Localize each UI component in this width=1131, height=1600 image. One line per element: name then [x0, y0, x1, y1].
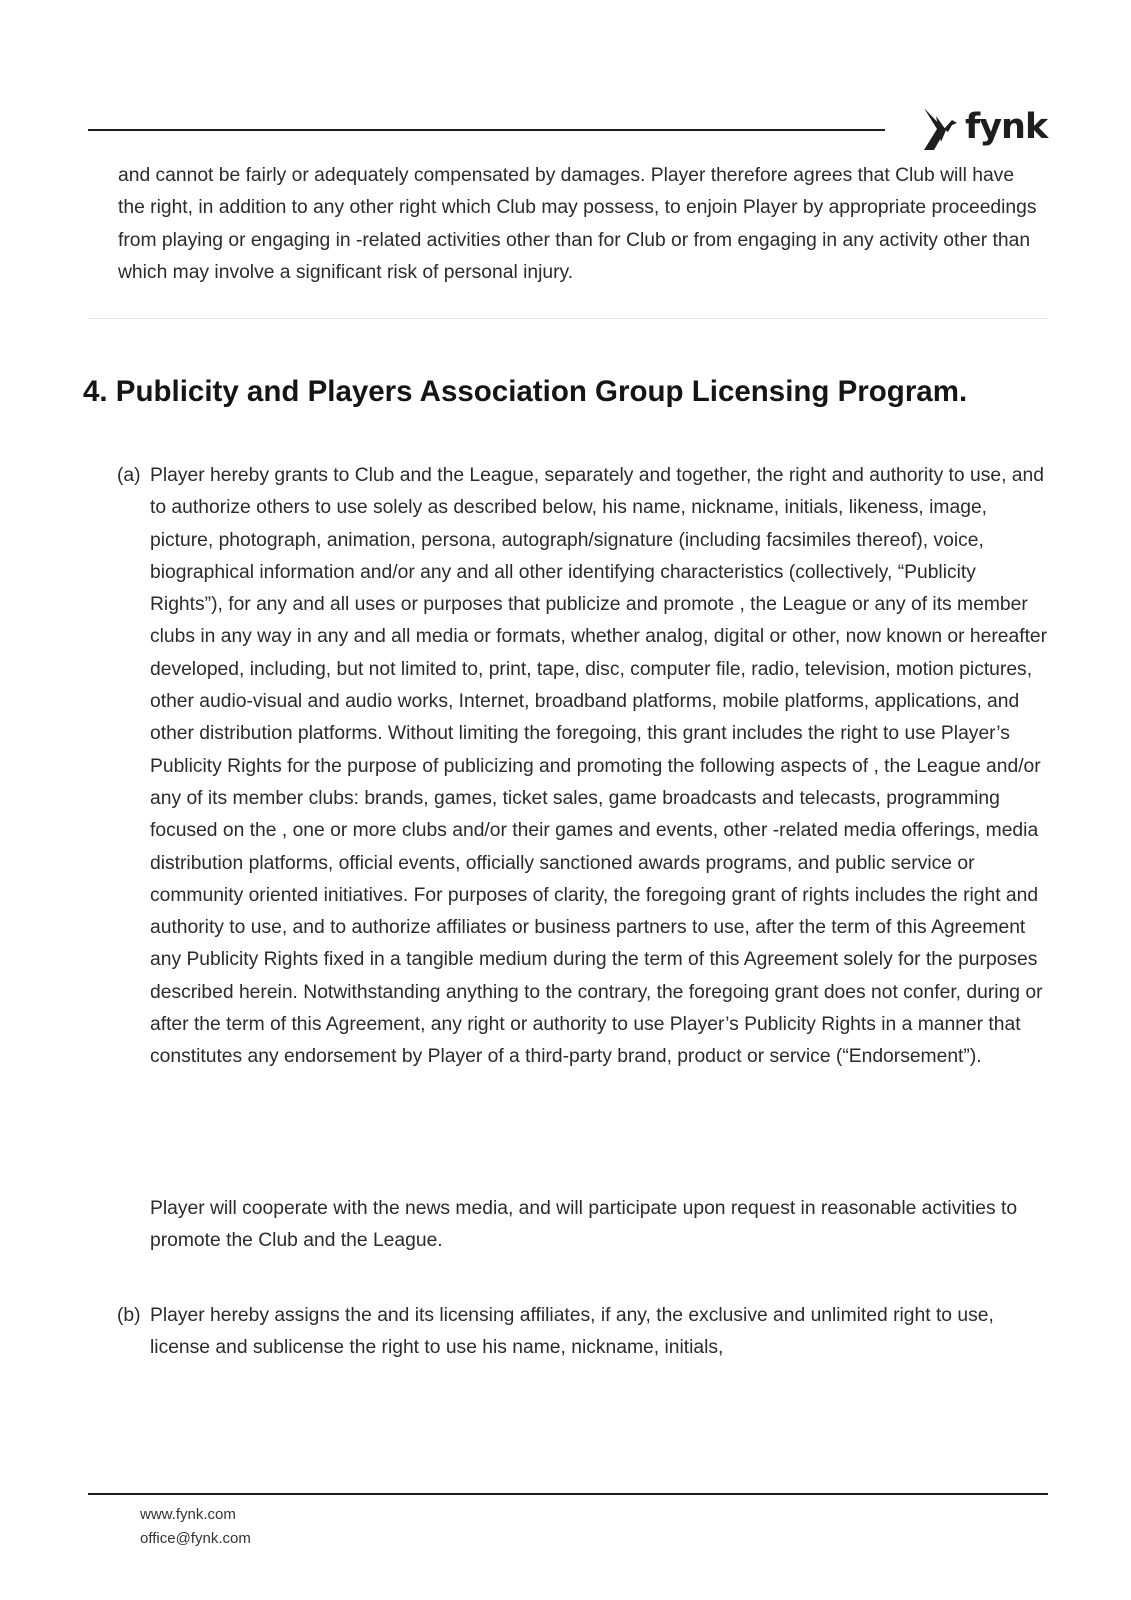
- fynk-bird-icon: [922, 106, 962, 152]
- section-divider: [88, 318, 1048, 319]
- clause-b: [117, 1300, 1052, 1365]
- continuation-paragraph: and cannot be fairly or adequately compensated by damages. Player therefore agrees that Club will have the right, in addition to any other right which Club may possess, to enjoin Player by appropriate proceedings from playing or engaging in -related activities other than for Club or from engaging in any activity other than which may involve a significant risk of personal injury.: [118, 165, 1037, 283]
- clause-a-text: Player hereby grants to Club and the League, separately and together, the right and authority to use, and to authorize others to use solely as described below, his name, nickname, initials, likeness, image, picture, photograph, animation, persona, autograph/signature (including facsimiles thereof), voice, biographical information and/or any and all other identifying characteristics (collectively, “Publicity Rights”), for any and all uses or purposes that publicize and promote , the League or any of its member clubs in any way in any and all media or formats, whether analog, digital or other, now known or hereafter developed, including, but not limited to, print, tape, disc, computer file, radio, television, motion pictures, other audio-visual and audio works, Internet, broadband platforms, mobile platforms, applications, and other distribution platforms. Without limiting the foregoing, this grant includes the right to use Player’s Publicity Rights for the purpose of publicizing and promoting the following aspects of , the League and/or any of its member clubs: brands, games, ticket sales, game broadcasts and telecasts, programming focused on the , one or more clubs and/or their games and events, other -related media offerings, media distribution platforms, official events, officially sanctioned awards programs, and public service or community oriented initiatives. For purposes of clarity, the foregoing grant of rights includes the right and authority to use, and to authorize affiliates or business partners to use, after the term of this Agreement any Publicity Rights fixed in a tangible medium during the term of this Agreement solely for the purposes described herein. Notwithstanding anything to the contrary, the foregoing grant does not confer, during or after the term of this Agreement, any right or authority to use Player’s Publicity Rights in a manner that constitutes any endorsement by Player of a third-party brand, product or service (“Endorsement”).: [150, 465, 1048, 1068]
- fynk-logo: [922, 104, 1052, 154]
- footer: [140, 1503, 251, 1551]
- clause-a-marker: (a): [117, 465, 141, 486]
- header-divider: [88, 129, 885, 131]
- logo-wordmark: fynk: [965, 106, 1048, 147]
- footer-website-link[interactable]: www.fynk.com: [140, 1506, 236, 1523]
- clause-b-text: Player hereby assigns the and its licensing affiliates, if any, the exclusive and unlimited right to use, license and sublicense the right to use his name, nickname, initials,: [150, 1305, 994, 1359]
- footer-email-link[interactable]: office@fynk.com: [140, 1530, 251, 1547]
- section-heading: 4. Publicity and Players Association Group Licensing Program.: [83, 375, 968, 408]
- clause-a-followup: Player will cooperate with the news media, and will participate upon request in reasonable activities to promote the Club and the League.: [150, 1198, 1018, 1252]
- clause-a: [117, 460, 1052, 1074]
- footer-divider: [88, 1493, 1048, 1495]
- clause-b-marker: (b): [117, 1305, 141, 1326]
